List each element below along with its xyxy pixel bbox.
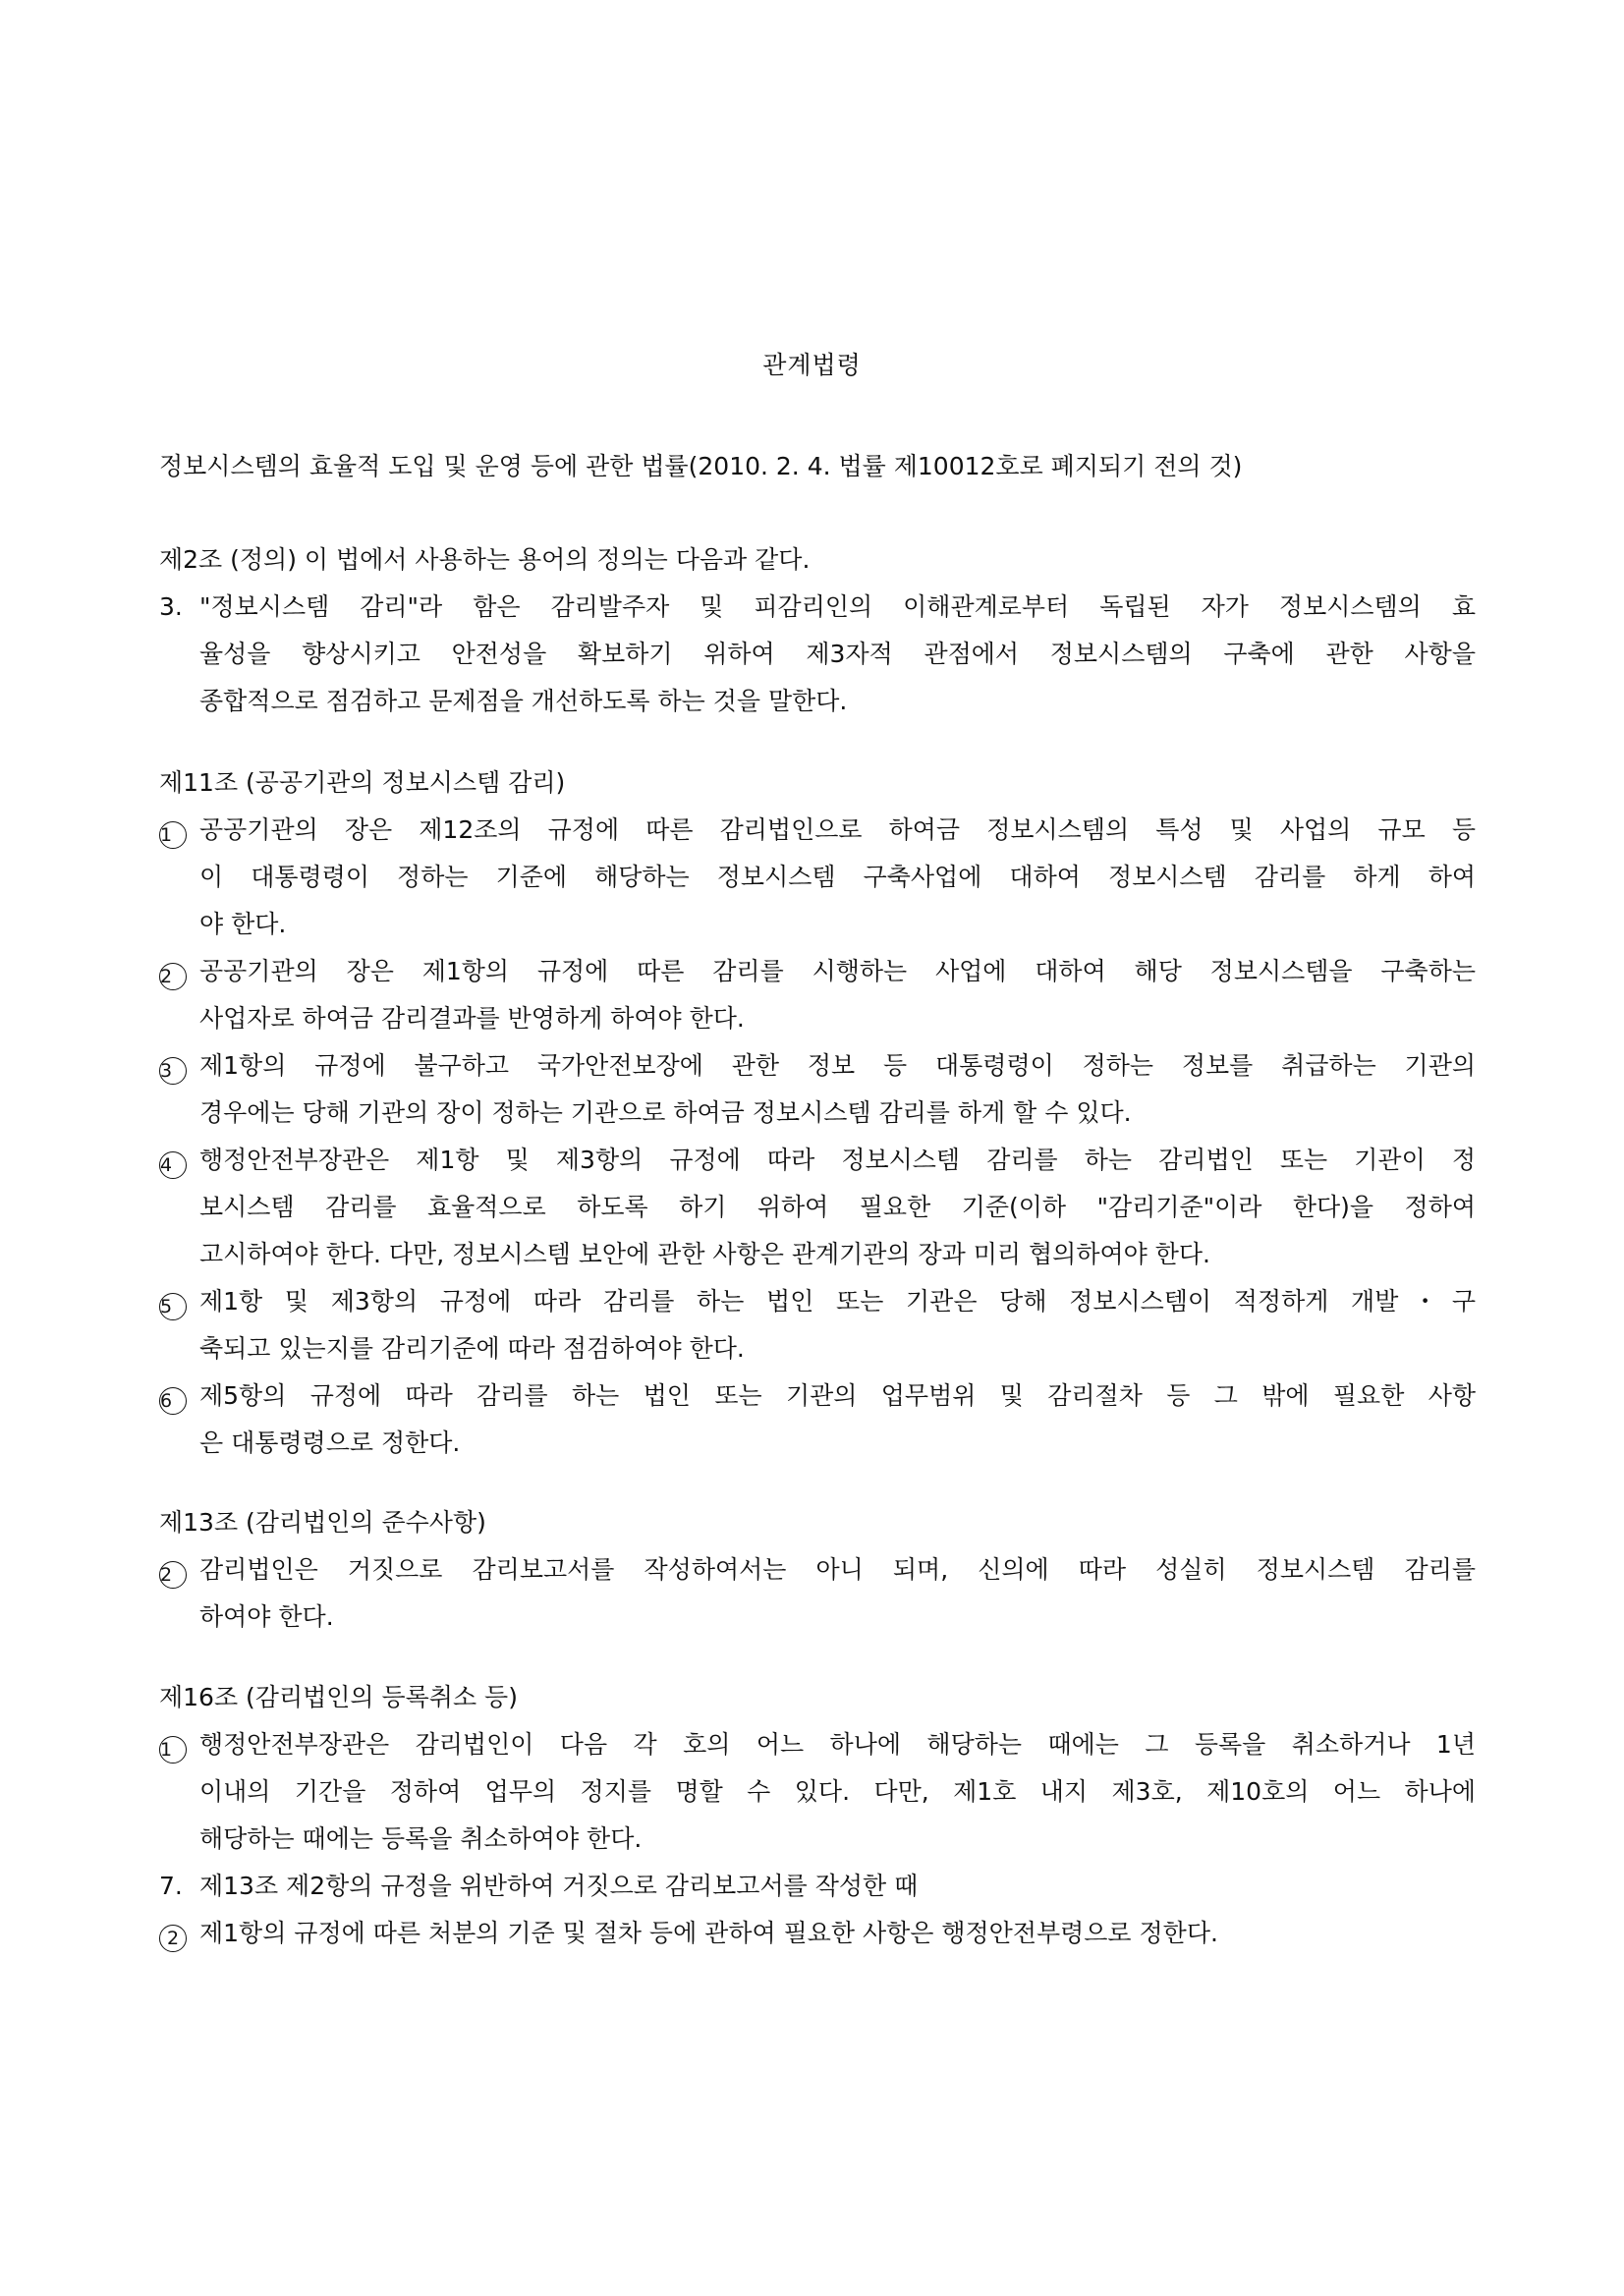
article-11-para-1-line-1: 1 공공기관의 장은 제12조의 규정에 따른 감리법인으로 하여금 정보시스템의 특성 및 사업의 규모 등 xyxy=(159,815,1476,849)
article-11-heading: 제11조 (공공기관의 정보시스템 감리) xyxy=(159,768,566,797)
circled-number-1: 1 xyxy=(159,821,187,849)
article-11-para-1-line-3: 야 한다. xyxy=(199,910,287,938)
article-13-para-2-line-2: 하여야 한다. xyxy=(199,1602,334,1631)
article-11-para-4-line-3: 고시하여야 한다. 다만, 정보시스템 보안에 관한 사항은 관계기관의 장과 미리 협의하여야 한다. xyxy=(199,1240,1210,1268)
article-16-para-1-line-2: 이내의 기간을 정하여 업무의 정지를 명할 수 있다. 다만, 제1호 내지 제3호, 제10호의 어느 하나에 xyxy=(199,1777,1476,1806)
circled-number-6: 6 xyxy=(159,1387,187,1415)
circled-number-5: 5 xyxy=(159,1293,187,1320)
article-2-item-3-line-2: 율성을 향상시키고 안전성을 확보하기 위하여 제3자적 관점에서 정보시스템의 구축에 관한 사항을 xyxy=(199,640,1476,668)
article-11-para-3-line-2: 경우에는 당해 기관의 장이 정하는 기관으로 하여금 정보시스템 감리를 하게 할 수 있다. xyxy=(199,1098,1132,1127)
circled-number-2: 2 xyxy=(159,1561,187,1589)
article-11-para-5-line-1: 5 제1항 및 제3항의 규정에 따라 감리를 하는 법인 또는 기관은 당해 정보시스템이 적정하게 개발・구 xyxy=(159,1287,1476,1320)
article-11-para-5-line-2: 축되고 있는지를 감리기준에 따라 점검하여야 한다. xyxy=(199,1334,745,1363)
document-subtitle: 정보시스템의 효율적 도입 및 운영 등에 관한 법률(2010. 2. 4. 법률 제10012호로 폐지되기 전의 것) xyxy=(159,452,1243,480)
article-13-para-2-line-1: 2 감리법인은 거짓으로 감리보고서를 작성하여서는 아니 되며, 신의에 따라 성실히 정보시스템 감리를 xyxy=(159,1555,1476,1589)
article-2-item-3-line-1: 3. "정보시스템 감리"라 함은 감리발주자 및 피감리인의 이해관계로부터 독립된 자가 정보시스템의 효 xyxy=(159,592,1476,621)
article-16-para-1-line-1: 1 행정안전부장관은 감리법인이 다음 각 호의 어느 하나에 해당하는 때에는 그 등록을 취소하거나 1년 xyxy=(159,1730,1476,1764)
circled-number-3: 3 xyxy=(159,1057,187,1085)
article-11-para-2-line-1: 2 공공기관의 장은 제1항의 규정에 따른 감리를 시행하는 사업에 대하여 해당 정보시스템을 구축하는 xyxy=(159,957,1476,990)
circled-number-4: 4 xyxy=(159,1151,187,1179)
article-11-para-6-line-1: 6 제5항의 규정에 따라 감리를 하는 법인 또는 기관의 업무범위 및 감리절차 등 그 밖에 필요한 사항 xyxy=(159,1381,1476,1415)
document-title: 관계법령 xyxy=(762,351,862,379)
article-11-para-4-line-1: 4 행정안전부장관은 제1항 및 제3항의 규정에 따라 정보시스템 감리를 하는 감리법인 또는 기관이 정 xyxy=(159,1146,1476,1179)
article-11-para-6-line-2: 은 대통령령으로 정한다. xyxy=(199,1428,461,1457)
item-7-marker: 7. xyxy=(159,1872,183,1900)
item-3-marker: 3. xyxy=(159,592,183,621)
article-13-heading: 제13조 (감리법인의 준수사항) xyxy=(159,1508,486,1537)
article-11-para-3-line-1: 3 제1항의 규정에 불구하고 국가안전보장에 관한 정보 등 대통령령이 정하는 정보를 취급하는 기관의 xyxy=(159,1051,1476,1085)
circled-number-1: 1 xyxy=(159,1736,187,1764)
circled-number-2: 2 xyxy=(159,1925,187,1952)
article-11-para-2-line-2: 사업자로 하여금 감리결과를 반영하게 하여야 한다. xyxy=(199,1004,745,1033)
article-11-para-1-line-2: 이 대통령령이 정하는 기준에 해당하는 정보시스템 구축사업에 대하여 정보시스템 감리를 하게 하여 xyxy=(199,863,1476,891)
article-16-heading: 제16조 (감리법인의 등록취소 등) xyxy=(159,1683,518,1711)
article-11-para-4-line-2: 보시스템 감리를 효율적으로 하도록 하기 위하여 필요한 기준(이하 "감리기준"이라 한다)을 정하여 xyxy=(199,1193,1476,1221)
article-16-para-2: 2 제1항의 규정에 따른 처분의 기준 및 절차 등에 관하여 필요한 사항은 행정안전부령으로 정한다. xyxy=(159,1919,1218,1952)
article-16-para-1-line-3: 해당하는 때에는 등록을 취소하여야 한다. xyxy=(199,1824,643,1853)
article-2-item-3-line-3: 종합적으로 점검하고 문제점을 개선하도록 하는 것을 말한다. xyxy=(199,687,848,715)
article-16-item-7: 7. 제13조 제2항의 규정을 위반하여 거짓으로 감리보고서를 작성한 때 xyxy=(159,1872,919,1900)
article-2-heading: 제2조 (정의) 이 법에서 사용하는 용어의 정의는 다음과 같다. xyxy=(159,545,811,574)
circled-number-2: 2 xyxy=(159,963,187,990)
